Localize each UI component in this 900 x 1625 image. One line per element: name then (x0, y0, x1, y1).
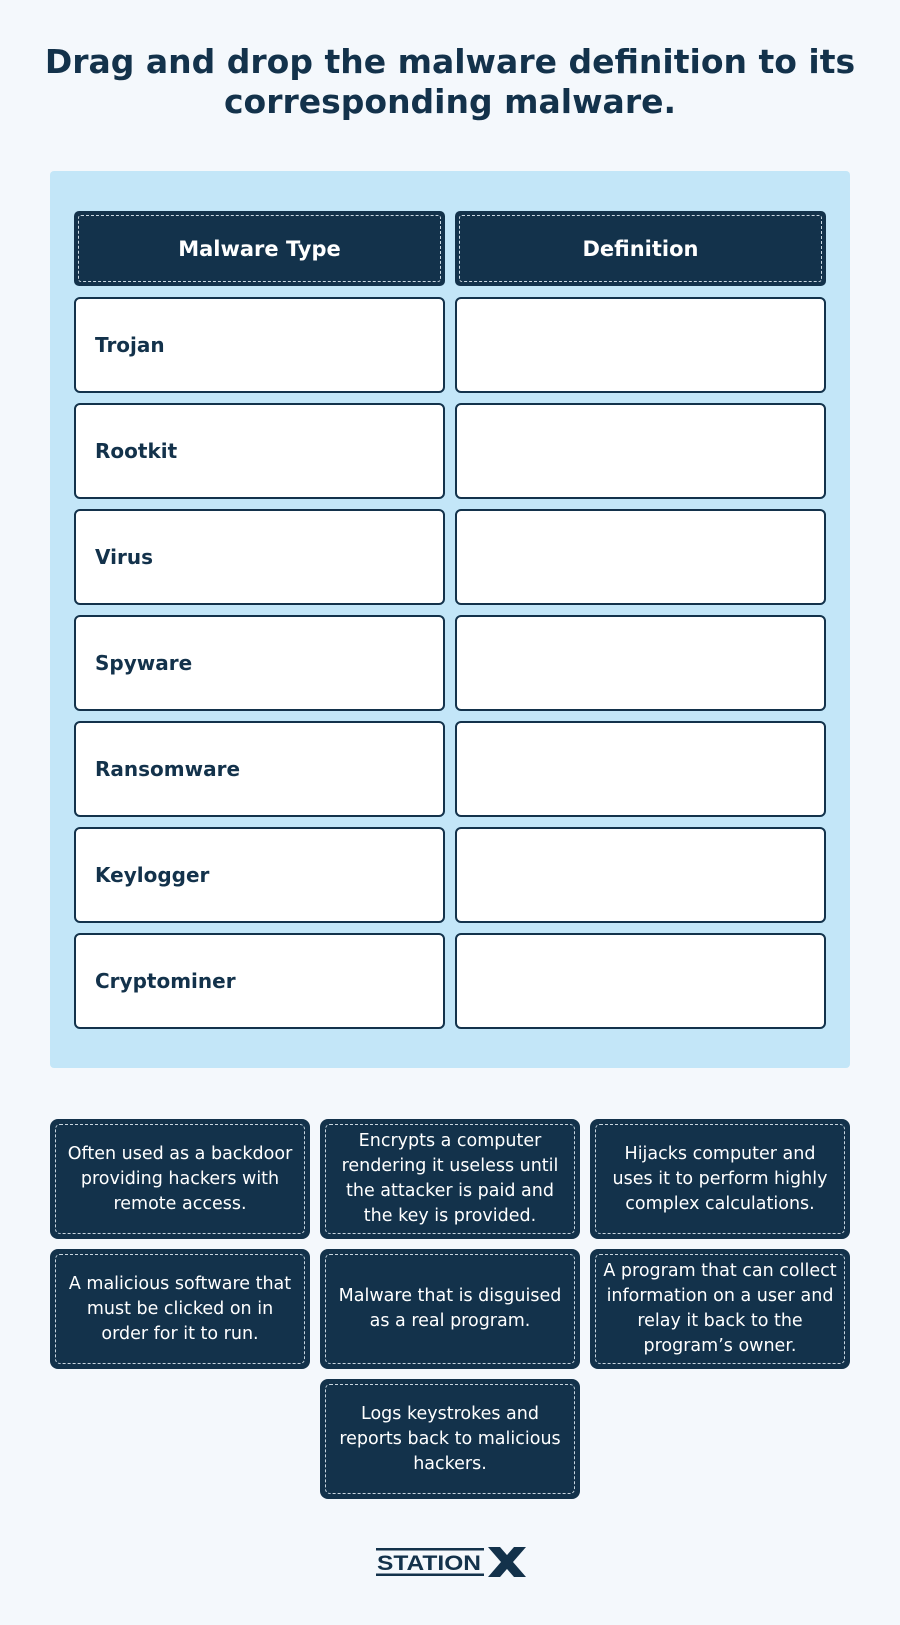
definition-drop-zone-cryptominer[interactable] (455, 933, 826, 1029)
malware-type-virus: Virus (74, 509, 445, 605)
logo-text: STATION (377, 1552, 481, 1575)
malware-type-trojan: Trojan (74, 297, 445, 393)
definition-drop-zone-keylogger[interactable] (455, 827, 826, 923)
malware-type-spyware: Spyware (74, 615, 445, 711)
definition-card[interactable]: Malware that is disguised as a real program. (320, 1249, 580, 1369)
definition-card[interactable]: Hijacks computer and uses it to perform highly complex calculations. (590, 1119, 850, 1239)
definition-drop-zone-virus[interactable] (455, 509, 826, 605)
definition-drop-zone-rootkit[interactable] (455, 403, 826, 499)
definition-card[interactable]: A malicious software that must be clicked on in order for it to run. (50, 1249, 310, 1369)
definition-drop-zone-ransomware[interactable] (455, 721, 826, 817)
definition-card[interactable]: A program that can collect information on a user and relay it back to the program’s owner. (590, 1249, 850, 1369)
header-definition: Definition (455, 211, 826, 286)
malware-type-cryptominer: Cryptominer (74, 933, 445, 1029)
malware-type-ransomware: Ransomware (74, 721, 445, 817)
definition-drop-zone-trojan[interactable] (455, 297, 826, 393)
matching-table (50, 171, 850, 1068)
definition-card[interactable]: Encrypts a computer rendering it useless until the attacker is paid and the key is provided. (320, 1119, 580, 1239)
definition-card[interactable]: Often used as a backdoor providing hackers with remote access. (50, 1119, 310, 1239)
page-title: Drag and drop the malware definition to its corresponding malware. (44, 42, 856, 121)
stationx-logo (376, 1546, 526, 1578)
header-malware-type: Malware Type (74, 211, 445, 286)
definition-drop-zone-spyware[interactable] (455, 615, 826, 711)
malware-type-keylogger: Keylogger (74, 827, 445, 923)
malware-type-rootkit: Rootkit (74, 403, 445, 499)
definition-card[interactable]: Logs keystrokes and reports back to malicious hackers. (320, 1379, 580, 1499)
